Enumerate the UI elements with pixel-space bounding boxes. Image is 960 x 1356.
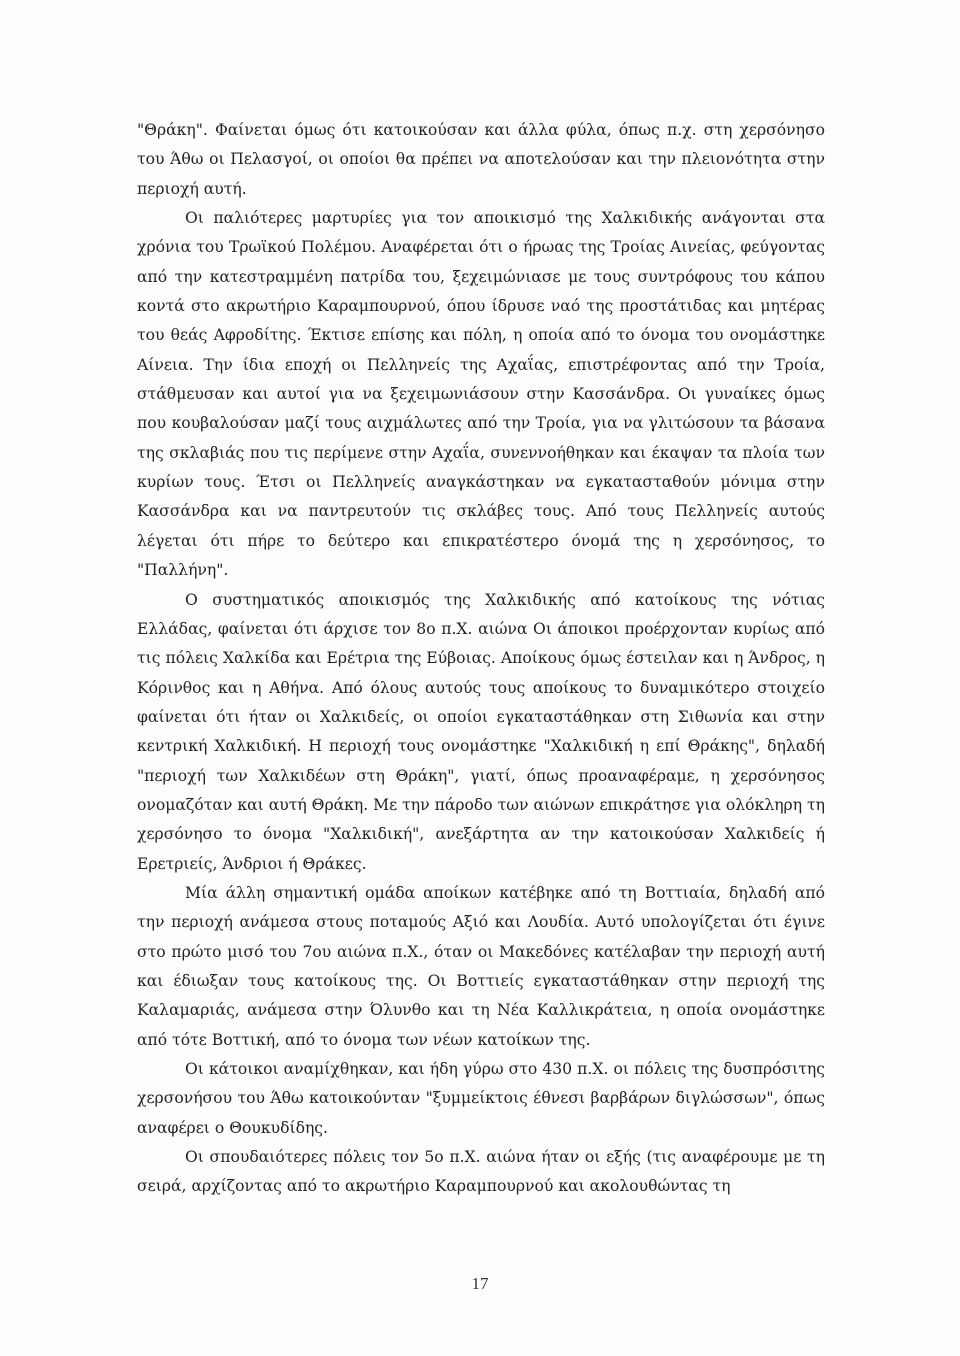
document-body (137, 116, 825, 1202)
page-number: 17 (471, 1274, 489, 1293)
paragraph-1: "Θράκη". Φαίνεται όμως ότι κατοικούσαν και άλλα φύλα, όπως π.χ. στη χερσόνησο του Άθω οι Πελασγοί, οι οποίοι θα πρέπει να αποτελούσαν και την πλειονότητα στην περιοχή αυτή. (137, 121, 825, 198)
paragraph-2: Οι παλιότερες μαρτυρίες για τον αποικισμό της Χαλκιδικής ανάγονται στα χρόνια του Τρωϊκού Πολέμου. Αναφέρεται ότι ο ήρωας της Τροίας Αινείας, φεύγοντας από την κατεστραμμένη πατρίδα του, ξεχειμώνιασε με τους συντρόφους του κάπου κοντά στο ακρωτήριο Καραμπουρνού, όπου ίδρυσε ναό της προστάτιδας και μητέρας του θεάς Αφροδίτης. Έκτισε επίσης και πόλη, η οποία από το όνομα του ονομάστηκε Αίνεια. Την ίδια εποχή οι Πελληνείς της Αχαΐας, επιστρέφοντας από την Τροία, στάθμευσαν και αυτοί για να ξεχειμωνιάσουν στην Κασσάνδρα. Οι γυναίκες όμως που κουβαλούσαν μαζί τους αιχμάλωτες από την Τροία, για να γλιτώσουν τα βάσανα της σκλαβιάς που τις περίμενε στην Αχαΐα, συνεννοήθηκαν και έκαψαν τα πλοία των κυρίων τους. Έτσι οι Πελληνείς αναγκάστηκαν να εγκατασταθούν μόνιμα στην Κασσάνδρα και να παντρευτούν τις σκλάβες τους. Από τους Πελληνείς αυτούς λέγεται ότι πήρε το δεύτερο και επικρατέστερο όνομά της η χερσόνησος, το "Παλλήνη". (137, 209, 825, 580)
paragraph-3: Ο συστηματικός αποικισμός της Χαλκιδικής από κατοίκους της νότιας Ελλάδας, φαίνεται ότι άρχισε τον 8ο π.Χ. αιώνα Οι άποικοι προέρχονταν κυρίως από τις πόλεις Χαλκίδα και Ερέτρια της Εύβοιας. Αποίκους όμως έστειλαν και η Άνδρος, η Κόρινθος και η Αθήνα. Από όλους αυτούς τους αποίκους το δυναμικότερο στοιχείο φαίνεται ότι ήταν οι Χαλκιδείς, οι οποίοι εγκαταστάθηκαν στη Σιθωνία και στην κεντρική Χαλκιδική. Η περιοχή τους ονομάστηκε "Χαλκιδική η επί Θράκης", δηλαδή "περιοχή των Χαλκιδέων στη Θράκη", γιατί, όπως προαναφέραμε, η χερσόνησος ονομαζόταν και αυτή Θράκη. Με την πάροδο των αιώνων επικράτησε για ολόκληρη τη χερσόνησο το όνομα "Χαλκιδική", ανεξάρτητα αν την κατοικούσαν Χαλκιδείς ή Ερετριείς, Άνδριοι ή Θράκες. (137, 590, 825, 873)
paragraph-4: Μία άλλη σημαντική ομάδα αποίκων κατέβηκε από τη Βοττιαία, δηλαδή από την περιοχή ανάμεσα στους ποταμούς Αξιό και Λουδία. Αυτό υπολογίζεται ότι έγινε στο πρώτο μισό του 7ου αιώνα π.Χ., όταν οι Μακεδόνες κατέλαβαν την περιοχή αυτή και έδιωξαν τους κατοίκους της. Οι Βοττιείς εγκαταστάθηκαν στην περιοχή της Καλαμαριάς, ανάμεσα στην Όλυνθο και τη Νέα Καλλικράτεια, η οποία ονομάστηκε από τότε Βοττική, από το όνομα των νέων κατοίκων της. (137, 883, 825, 1049)
paragraph-5: Οι κάτοικοι αναμίχθηκαν, και ήδη γύρω στο 430 π.Χ. οι πόλεις της δυσπρόσιτης χερσονήσου του Άθω κατοικούνταν "ξυμμείκτοις έθνεσι βαρβάρων διγλώσσων", όπως αναφέρει ο Θουκυδίδης. (137, 1060, 825, 1137)
paragraph-6: Οι σπουδαιότερες πόλεις τον 5ο π.Χ. αιώνα ήταν οι εξής (τις αναφέρουμε με τη σειρά, αρχίζοντας από το ακρωτήριο Καραμπουρνού και ακολουθώντας τη (137, 1148, 825, 1196)
